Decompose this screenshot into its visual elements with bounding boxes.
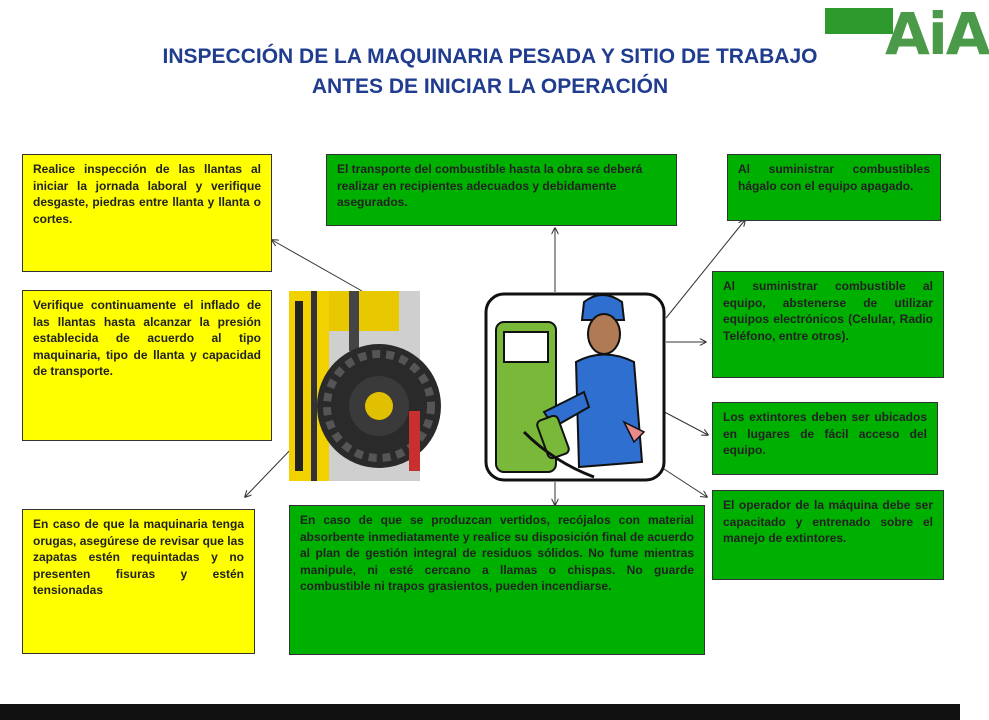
arrow-to-operator-training <box>664 469 707 497</box>
no-electronics-box: Al suministrar combustible al equipo, abstenerse de utilizar equipos electrónicos (Celular, Radio Teléfono, entre otros). <box>712 271 944 378</box>
logo: AiA <box>885 0 989 68</box>
arrow-to-tires-inspection <box>272 240 362 291</box>
engine-off-box: Al suministrar combustibles hágalo con el equipo apagado. <box>727 154 941 221</box>
fueling-worker-illustration <box>484 292 666 482</box>
machinery-tire-image <box>289 291 420 481</box>
title-line-1: INSPECCIÓN DE LA MAQUINARIA PESADA Y SITIO DE TRABAJO <box>162 45 818 68</box>
fuel-transport-box: El transporte del combustible hasta la obra se deberá realizar en recipientes adecuados y debidamente asegurados. <box>326 154 677 226</box>
tires-inspection-box: Realice inspección de las llantas al iniciar la jornada laboral y verifique desgaste, piedras entre llanta y llanta o cortes. <box>22 154 272 272</box>
operator-training-box: El operador de la máquina debe ser capacitado y entrenado sobre el manejo de extintores. <box>712 490 944 580</box>
tire-pressure-box: Verifique continuamente el inflado de las llantas hasta alcanzar la presión establecida de acuerdo al tipo maquinaria, tipo de llanta y capacidad de transporte. <box>22 290 272 441</box>
title-line-2: ANTES DE INICIAR LA OPERACIÓN <box>311 75 669 98</box>
arrow-to-tracks <box>245 445 295 497</box>
spills-box: En caso de que se produzcan vertidos, recójalos con material absorbente inmediatamente y realice su disposición final de acuerdo al plan de gestión integral de residuos sólidos. No fume mientras manipule, ni esté cercano a llamas o chispas. No guarde combustible ni trapos grasientos, pueden incendiarse. <box>289 505 705 655</box>
extinguishers-location-box: Los extintores deben ser ubicados en lugares de fácil acceso del equipo. <box>712 402 938 475</box>
footer-bar <box>0 704 960 720</box>
tracks-box: En caso de que la maquinaria tenga orugas, asegúrese de revisar que las zapatas estén requintadas y no presenten fisuras y estén tensionadas <box>22 509 255 654</box>
